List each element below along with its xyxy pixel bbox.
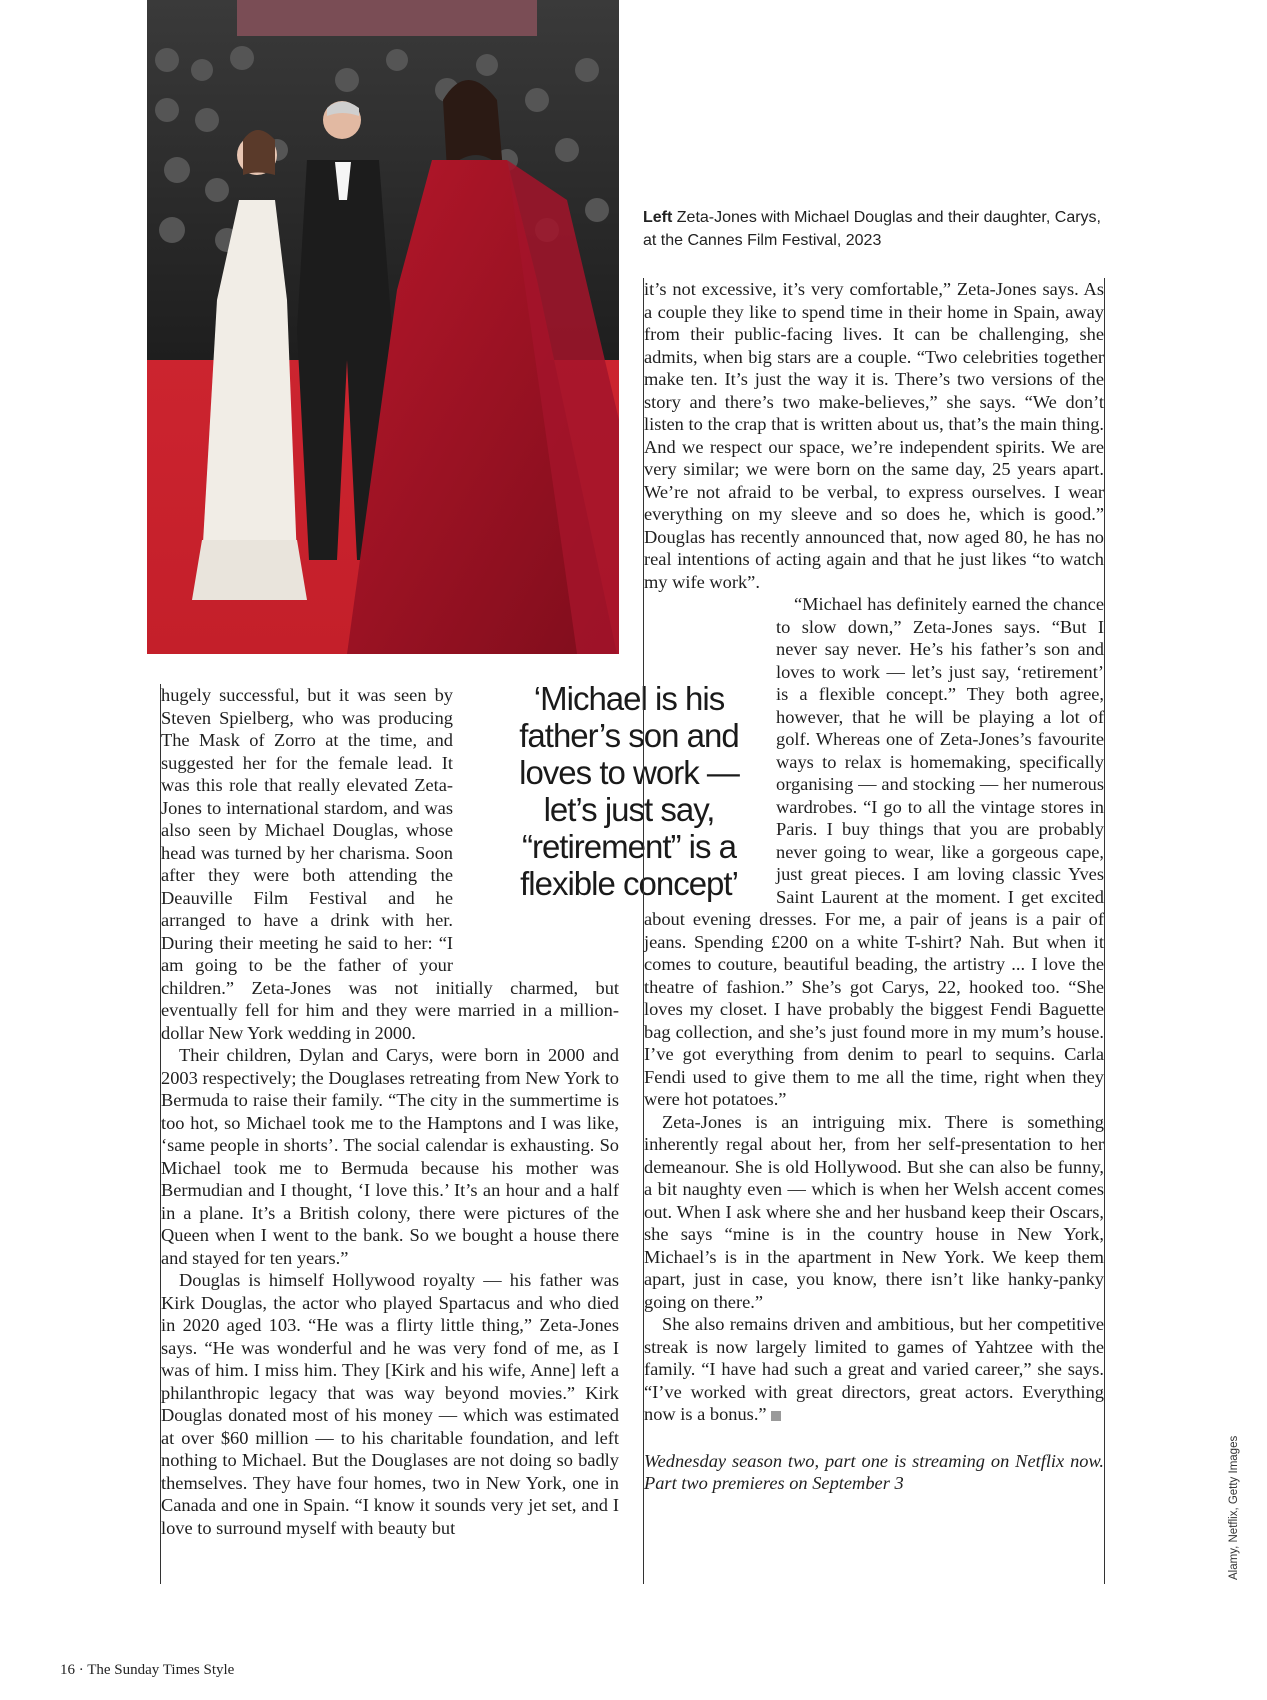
article-tagline: Wednesday season two, part one is streaming on Netflix now. Part two premieres on September 3 xyxy=(644,1450,1104,1493)
right-paragraph-3: Zeta-Jones is an intriguing mix. There is something inherently regal about her, from her self-presentation to her demeanour. She is old Hollywood. But she can also be funny, a bit naughty even — which is when her Welsh accent comes out. When I ask where she and her husband keep their Oscars, she says “mine is in the country house in New York, Michael’s is in the apartment in New York. We keep them apart, just in case, you know, there isn’t like hanky-panky going on there.” xyxy=(644,1111,1104,1312)
left-paragraph-1: hugely successful, but it was seen by Steven Spielberg, who was producing The Mask of Zorro at the time, and suggested her for the female lead. It was this role that really elevated Zeta-Jones to international stardom, and was also seen by Michael Douglas, whose head was turned by her charisma. Soon after they were both attending the Deauville Film Festival and he arranged to have a drink with her. During their meeting he said to her: “I am going to be the father of your children.” Zeta-Jones was not initially charmed, but eventually fell for him and they were married in a million-dollar New York wedding in 2000. xyxy=(161,685,619,1043)
photo-credit: Alamy, Netflix, Getty Images xyxy=(1228,1435,1240,1580)
right-paragraph-4-text: She also remains driven and ambitious, but her competitive streak is now largely limited to games of Yahtzee with the family. “I have had such a great and varied career,” she says. “I’ve worked with great directors, great actors. Everything now is a bonus.” xyxy=(644,1314,1104,1424)
cannes-photo xyxy=(147,0,619,654)
page-folio: 16 · The Sunday Times Style xyxy=(60,1662,235,1678)
photo-caption xyxy=(643,206,1103,252)
caption-text: Zeta-Jones with Michael Douglas and their daughter, Carys, at the Cannes Film Festival, 2023 xyxy=(643,209,1101,249)
end-mark-icon xyxy=(771,1411,781,1421)
right-paragraph-2: “Michael has definitely earned the chance to slow down,” Zeta-Jones says. “But I never say never. He’s his father’s son and loves to work — let’s just say, ‘retirement’ is a flexible concept.” They both agree, however, that he will be playing a lot of golf. Whereas one of Zeta-Jones’s favourite ways to relax is homemaking, specifically organising — and stocking — her numerous wardrobes. “I go to all the vintage stores in Paris. I buy things that you are probably never going to wear, like a gorgeous cape, just great pieces. I am loving classic Yves Saint Laurent at the moment. I get excited about evening dresses. For me, a pair of jeans is a pair of jeans. Spending £200 on a white T-shirt? Nah. But when it comes to couture, beautiful beading, the artistry ... I love the theatre of fashion.” She’s got Carys, 22, hooked too. “She loves my closet. I have probably the biggest Fendi Baguette bag collection, and she’s just found more in my mum’s house. I’ve got everything from denim to pearl to sequins. Carla Fendi used to give them to me all the time, right when they were hot potatoes.” xyxy=(644,594,1104,1109)
right-paragraph-1: it’s not excessive, it’s very comfortable,” Zeta-Jones says. As a couple they like to spend time in their home in Spain, away from their public-facing lives. It can be challenging, she admits, when big stars are a couple. “Two celebrities together make ten. It’s just the way it is. There’s two versions of the story and there’s two make-believes,” she says. “We don’t listen to the crap that is written about us, that’s the main thing. And we respect our space, we’re independent spirits. We are very similar; we were born on the same day, 25 years apart. We’re not afraid to be verbal, to express ourselves. I wear everything on my sleeve and so does he, which is good.” Douglas has recently announced that, now aged 80, he has no real intentions of acting again and that he just likes “to watch my wife work”. xyxy=(644,279,1104,592)
left-paragraph-3: Douglas is himself Hollywood royalty — his father was Kirk Douglas, the actor who played Spartacus and who died in 2020 aged 103. “He was a flirty little thing,” Zeta-Jones says. “He was wonderful and he was very fond of me, as I was of him. I miss him. They [Kirk and his wife, Anne] left a philanthropic legacy that was way beyond movies.” Kirk Douglas donated most of his money — which was estimated at over $60 million — to his charitable foundation, and left nothing to Michael. But the Douglases are not doing so badly themselves. They have four homes, two in New York, one in Canada and one in Spain. “I know it sounds very jet set, and I love to surround myself with beauty but xyxy=(161,1270,619,1538)
article-column-right xyxy=(643,278,1105,1584)
pull-quote: ‘Michael is his father’s son and loves to work — let’s just say, “retirement” is a flexible concept’ xyxy=(519,680,739,902)
left-paragraph-2: Their children, Dylan and Carys, were born in 2000 and 2003 respectively; the Douglases retreating from New York to Bermuda to raise their family. “The city in the summertime is too hot, so Michael took me to the Hamptons and I was like, ‘same people in shorts’. The social calendar is exhausting. So Michael took me to Bermuda because his mother was Bermudian and I thought, ‘I love this.’ It’s an hour and a half in a plane. It’s a British colony, there were pictures of the Queen when I went to the bank. So we bought a house there and stayed for ten years.” xyxy=(161,1045,619,1268)
caption-lead: Left xyxy=(643,209,673,226)
cannes-photo-illustration xyxy=(147,0,619,654)
pullquote-wrap-space-right xyxy=(644,593,776,908)
right-paragraph-4 xyxy=(644,1313,1104,1426)
